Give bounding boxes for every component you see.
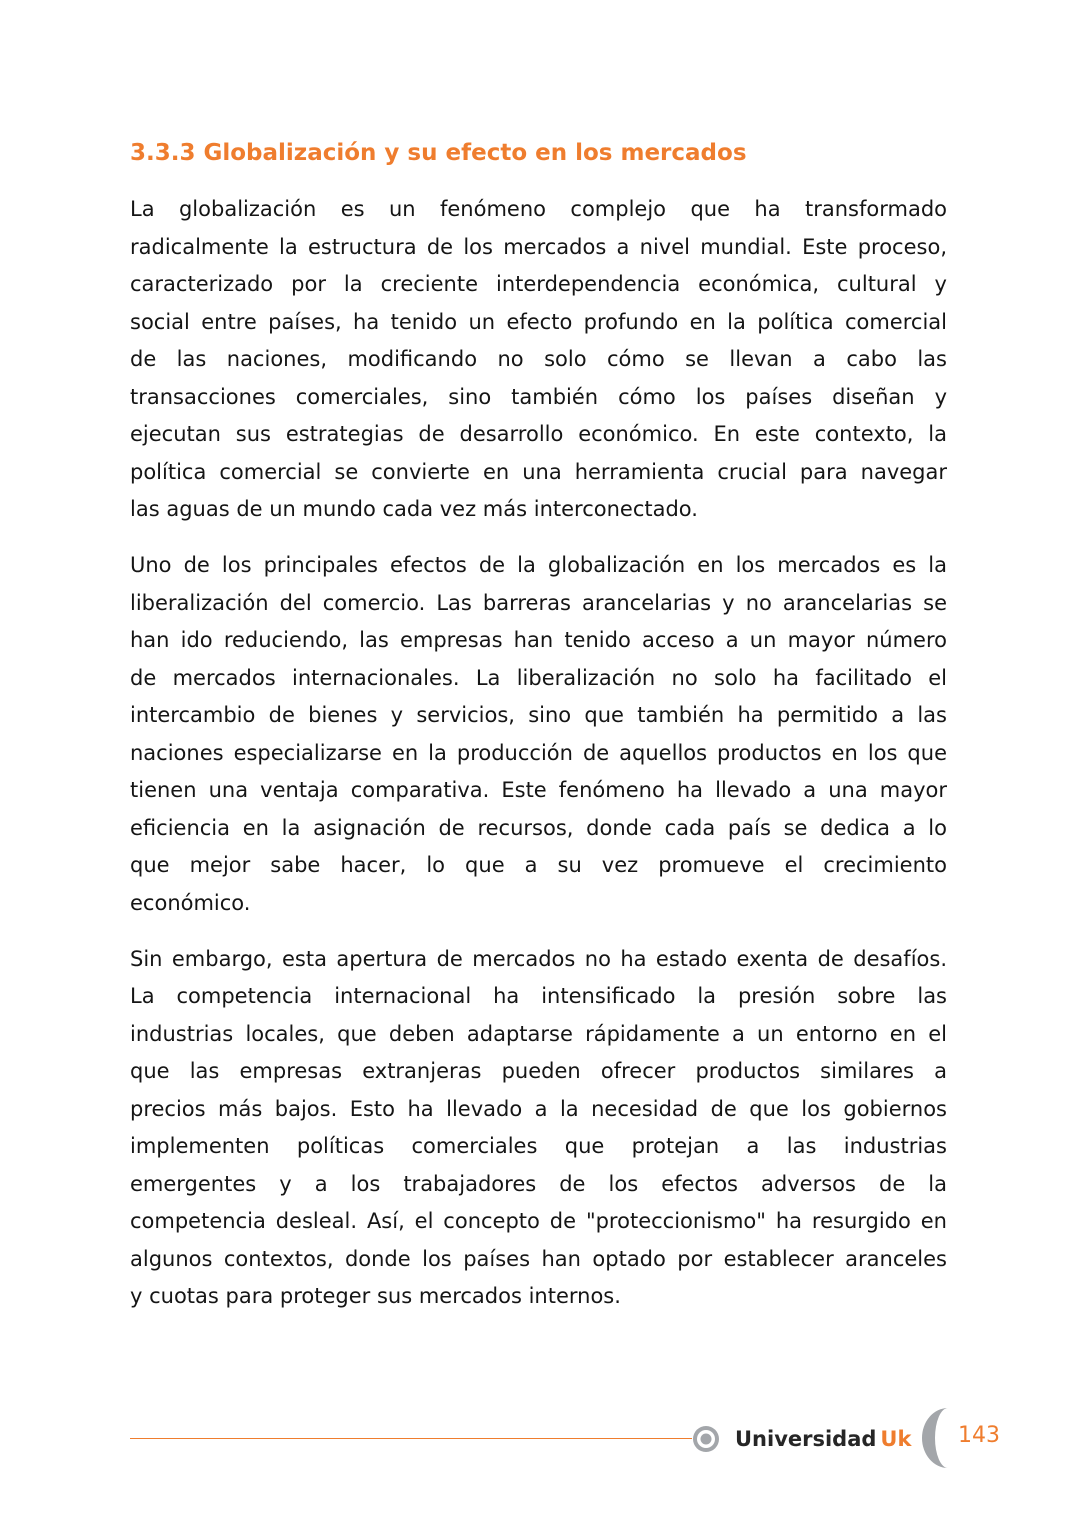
- text-line: implementen políticas comerciales que protejan a las industrias: [130, 1134, 947, 1158]
- paragraph-2: [130, 547, 947, 922]
- text-line: que mejor sabe hacer, lo que a su vez promueve el crecimiento: [130, 853, 947, 877]
- brand-name: Universidad: [735, 1427, 877, 1451]
- brand-suffix: Uk: [880, 1427, 912, 1451]
- text-line: precios más bajos. Esto ha llevado a la necesidad de que los gobiernos: [130, 1096, 947, 1121]
- text-line: social entre países, ha tenido un efecto profundo en la política comercial: [130, 309, 947, 334]
- text-line: tienen una ventaja comparativa. Este fenómeno ha llevado a una mayor: [130, 778, 947, 802]
- text-line: naciones especializarse en la producción de aquellos productos en los que: [130, 740, 947, 765]
- text-line: La competencia internacional ha intensificado la presión sobre las: [130, 984, 947, 1008]
- crescent-icon: [918, 1406, 950, 1470]
- text-line: eficiencia en la asignación de recursos, donde cada país se dedica a lo: [130, 815, 947, 840]
- text-line: de mercados internacionales. La liberalización no solo ha facilitado el: [130, 665, 947, 690]
- text-line: de las naciones, modificando no solo cómo se llevan a cabo las: [130, 347, 947, 371]
- text-line: Sin embargo, esta apertura de mercados no ha estado exenta de desafíos.: [130, 946, 947, 971]
- text-line: radicalmente la estructura de los mercados a nivel mundial. Este proceso,: [130, 234, 947, 259]
- page-content: [130, 137, 947, 1334]
- text-line: que las empresas extranjeras pueden ofrecer productos similares a: [130, 1059, 947, 1083]
- text-line: ejecutan sus estrategias de desarrollo económico. En este contexto, la: [130, 422, 947, 446]
- page-number: 143: [958, 1423, 1000, 1448]
- text-line: las aguas de un mundo cada vez más interconectado.: [130, 497, 698, 521]
- paragraph-1: [130, 191, 947, 529]
- paragraph-3: [130, 941, 947, 1316]
- text-line: económico.: [130, 890, 251, 915]
- text-line: intercambio de bienes y servicios, sino que también ha permitido a las: [130, 703, 947, 727]
- target-circle-icon: [692, 1425, 720, 1453]
- text-line: política comercial se convierte en una herramienta crucial para navegar: [130, 459, 947, 484]
- footer-rule: [130, 1438, 692, 1440]
- text-line: Uno de los principales efectos de la globalización en los mercados es la: [130, 553, 947, 577]
- text-line: algunos contextos, donde los países han optado por establecer aranceles: [130, 1246, 947, 1271]
- text-line: competencia desleal. Así, el concepto de "proteccionismo" ha resurgido en: [130, 1209, 947, 1233]
- text-line: y cuotas para proteger sus mercados internos.: [130, 1284, 621, 1308]
- text-line: emergentes y a los trabajadores de los efectos adversos de la: [130, 1171, 947, 1196]
- text-line: liberalización del comercio. Las barreras arancelarias y no arancelarias se: [130, 590, 947, 615]
- text-line: La globalización es un fenómeno complejo que ha transformado: [130, 197, 947, 221]
- text-line: transacciones comerciales, sino también cómo los países diseñan y: [130, 384, 947, 409]
- section-heading: 3.3.3 Globalización y su efecto en los mercados: [130, 140, 747, 166]
- text-line: han ido reduciendo, las empresas han tenido acceso a un mayor número: [130, 628, 947, 652]
- text-line: industrias locales, que deben adaptarse rápidamente a un entorno en el: [130, 1021, 947, 1046]
- footer-brand: [735, 1424, 911, 1454]
- text-line: caracterizado por la creciente interdependencia económica, cultural y: [130, 272, 947, 296]
